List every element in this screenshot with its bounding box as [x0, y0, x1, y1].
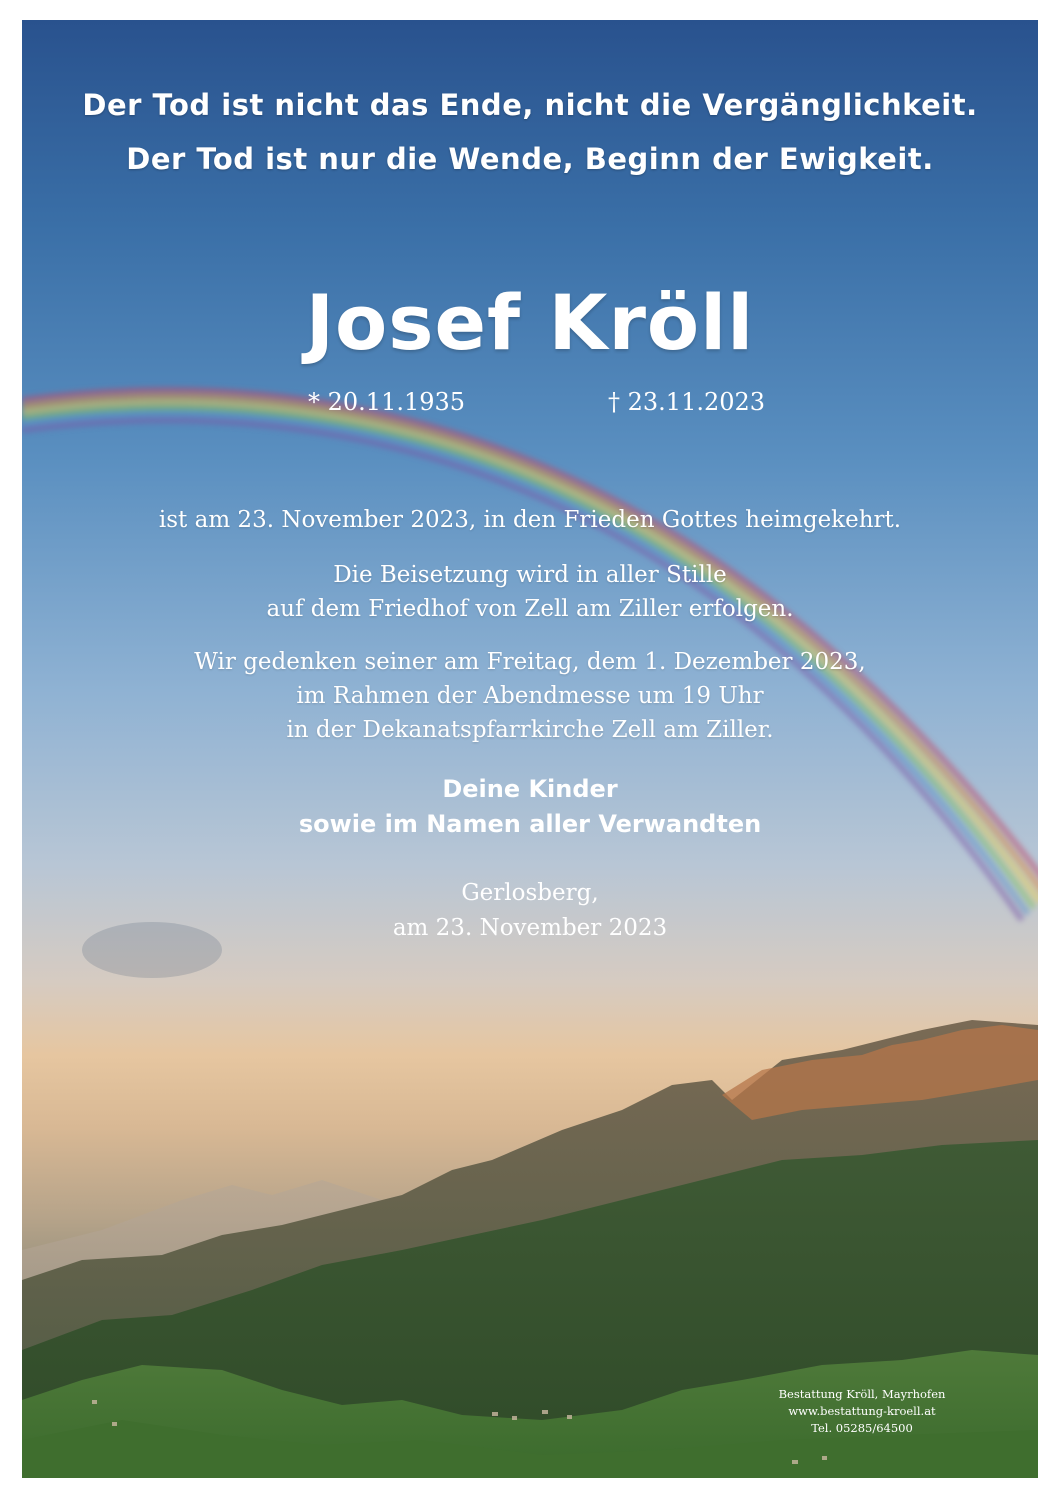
burial-line-2: auf dem Friedhof von Zell am Ziller erfolgen.	[266, 596, 794, 622]
birth-date: * 20.11.1935	[308, 388, 466, 416]
quote	[22, 78, 1038, 186]
burial-line-1: Die Beisetzung wird in aller Stille	[333, 562, 727, 588]
death-date: † 23.11.2023	[608, 388, 766, 416]
memorial-text	[22, 645, 1038, 747]
announcement-line: ist am 23. November 2023, in den Frieden Gottes heimgekehrt.	[158, 507, 902, 533]
signature	[22, 772, 1038, 842]
quote-line-1: Der Tod ist nicht das Ende, nicht die Vergänglichkeit.	[82, 88, 978, 122]
mountain-landscape	[22, 20, 1038, 1478]
deceased-name: Josef Kröll	[305, 278, 755, 367]
memorial-line-3: in der Dekanatspfarrkirche Zell am Ziller.	[286, 717, 774, 743]
announcement-text	[22, 503, 1038, 537]
signature-line-2: sowie im Namen aller Verwandten	[298, 810, 762, 838]
date-line: am 23. November 2023	[392, 915, 668, 941]
memorial-line-1: Wir gedenken seiner am Freitag, dem 1. Dezember 2023,	[194, 649, 866, 675]
funeral-home-name: Bestattung Kröll, Mayrhofen	[778, 1387, 946, 1401]
signature-line-1: Deine Kinder	[442, 775, 618, 803]
quote-line-2: Der Tod ist nur die Wende, Beginn der Ewigkeit.	[126, 142, 934, 176]
funeral-home-info	[762, 1386, 962, 1437]
funeral-home-website: www.bestattung-kroell.at	[788, 1404, 936, 1418]
obituary-card	[22, 20, 1038, 1478]
burial-text	[22, 558, 1038, 626]
memorial-line-2: im Rahmen der Abendmesse um 19 Uhr	[296, 683, 764, 709]
funeral-home-phone: Tel. 05285/64500	[811, 1421, 913, 1435]
place-date	[22, 876, 1038, 946]
place-line: Gerlosberg,	[461, 880, 599, 906]
